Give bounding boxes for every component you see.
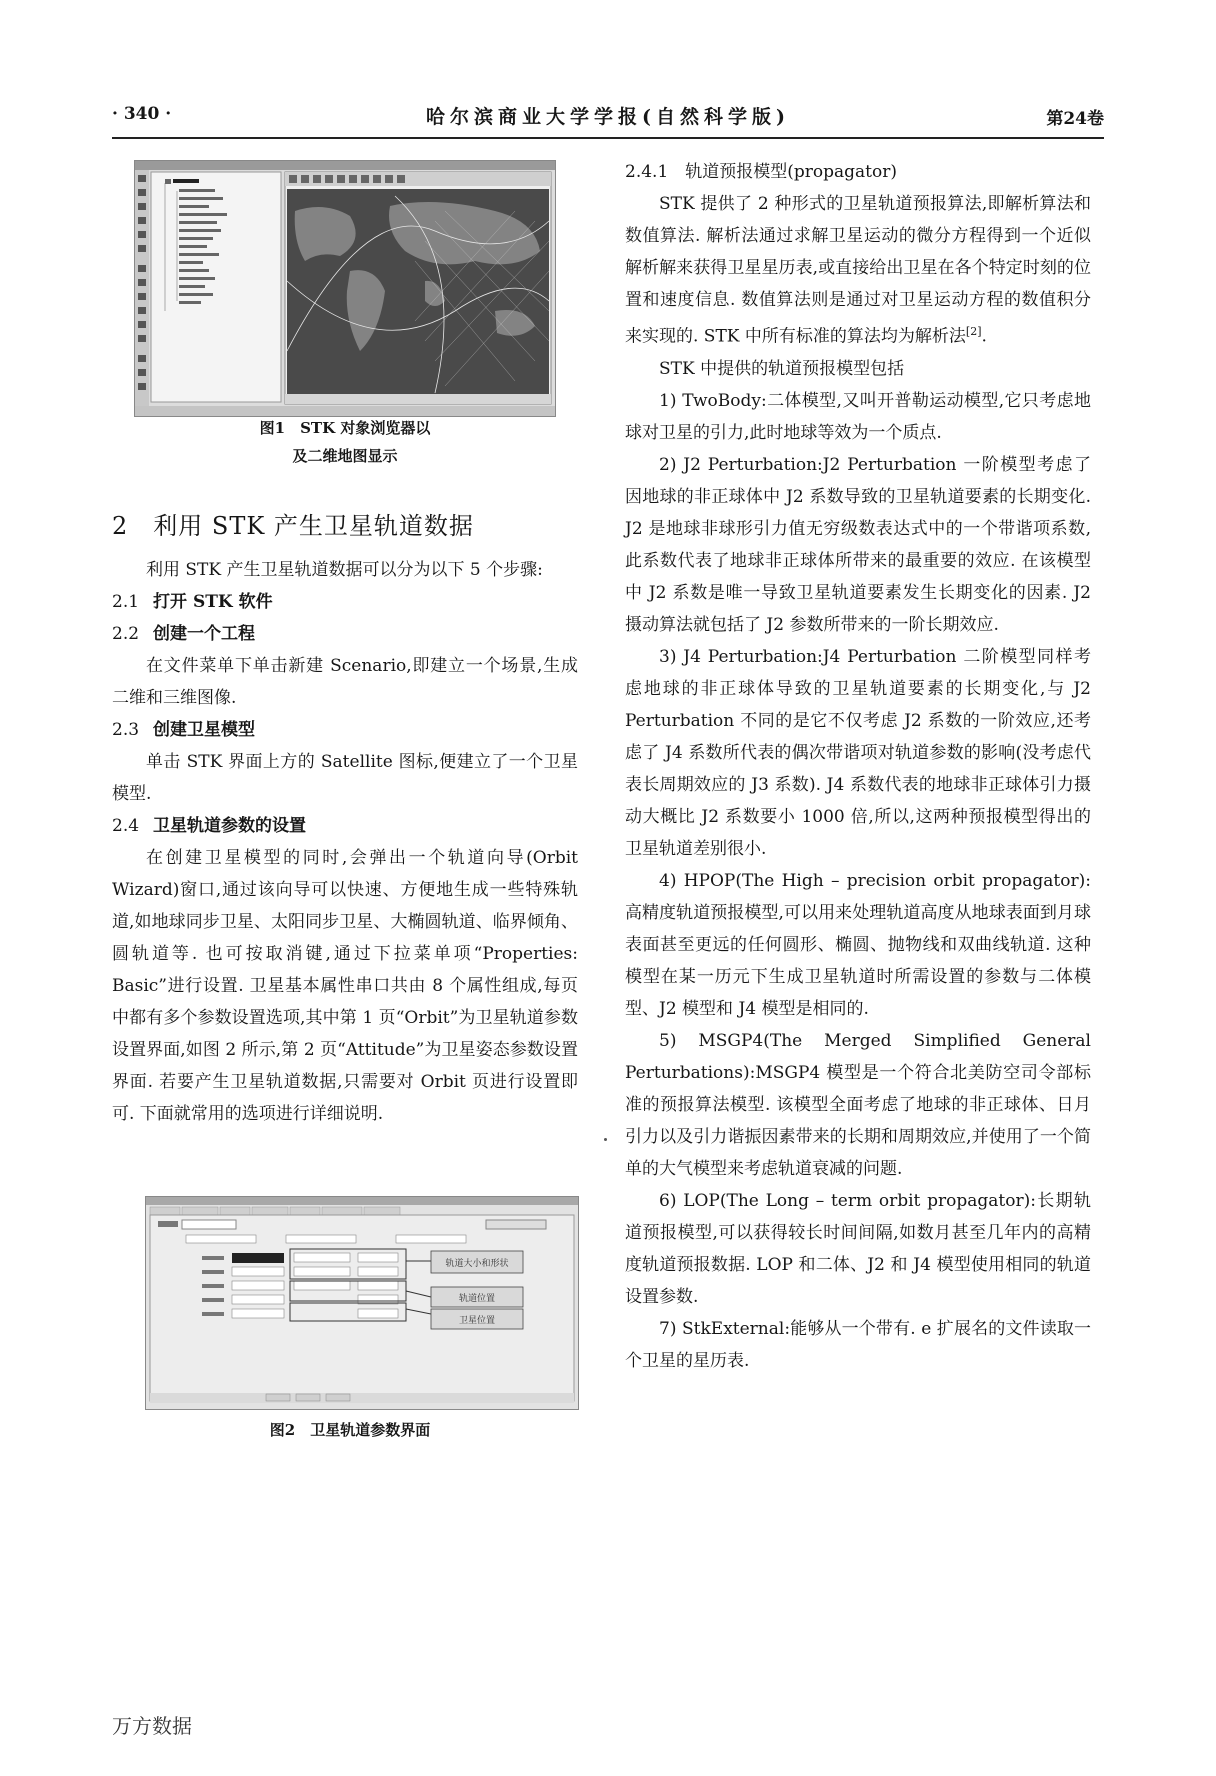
subsection-2-1: [112, 586, 578, 618]
figure-2-image: [145, 1196, 579, 1410]
callout-orbit-position: 轨道位置: [458, 1294, 496, 1304]
propagator-item-6: 6) LOP(The Long – term orbit propagator):长期轨道预报模型,可以获得较长时间间隔,如数月甚至几年内的高精度轨道预报数据. LOP 和二体、J2 和 J4 模型使用相同的轨道设置参数.: [625, 1190, 1091, 1307]
subsection-2-2-number: 2.2: [112, 624, 140, 644]
right-column: [625, 156, 1091, 1377]
callout-orbit-shape: 轨道大小和形状: [445, 1259, 509, 1269]
figure-1-caption: [200, 414, 490, 470]
figure-1-image: [134, 160, 556, 417]
header-rule: [112, 137, 1104, 139]
subsection-2-4: [112, 810, 578, 842]
subsection-2-4-1-paragraph-1: [625, 188, 1091, 353]
left-column: [112, 510, 578, 1130]
propagator-item-4: 4) HPOP(The High – precision orbit propagator):高精度轨道预报模型,可以用来处理轨道高度从地球表面到月球表面甚至更远的任何圆形、椭圆、抛物线和双曲线轨道. 这种模型在某一历元下生成卫星轨道时所需设置的参数与二体模型、J2 模型和 J4 模型是相同的.: [625, 870, 1091, 1019]
propagator-item-3: 3) J4 Perturbation:J4 Perturbation 二阶模型同样考虑地球的非正球体导致的卫星轨道要素的长期变化,与 J2 Perturbation 不同的是它不仅考虑 J2 系数的一阶效应,还考虑了 J4 系数所代表的偶次带谐项对轨道参数的影响(没考虑代表长周期效应的 J3 系数). J4 系数代表的地球非正球体引力摄动大概比 J2 系数要小 1000 倍,所以,这两种预报模型得出的卫星轨道差别很小.: [625, 646, 1091, 859]
volume-label: 第24卷: [1046, 109, 1104, 129]
propagator-item-7: 7) StkExternal:能够从一个带有. e 扩展名的文件读取一个卫星的星历表.: [625, 1318, 1091, 1371]
subsection-2-3-number: 2.3: [112, 720, 140, 740]
figure-1-caption-line1: 图1 STK 对象浏览器以: [259, 419, 431, 437]
subsection-2-1-title: 打开 STK 软件: [153, 592, 273, 612]
subsection-2-2: [112, 618, 578, 650]
subsection-2-4-text: 在创建卫星模型的同时,会弹出一个轨道向导(Orbit Wizard)窗口,通过该向导可以快速、方便地生成一些特殊轨道,如地球同步卫星、太阳同步卫星、大椭圆轨道、临界倾角、圆轨道等. 也可按取消键,通过下拉菜单项“Properties: Basic”进行设置. 卫星基本属性串口共由 8 个属性组成,每页中都有多个参数设置选项,其中第 1 页“Orbit”为卫星轨道参数设置界面,如图 2 所示,第 2 页“Attitude”为卫星姿态参数设置界面. 若要产生卫星轨道数据,只需要对 Orbit 页进行设置即可. 下面就常用的选项进行详细说明.: [112, 848, 578, 1124]
section-2-heading: 2 利用 STK 产生卫星轨道数据: [112, 512, 474, 540]
page-number: · 340 ·: [112, 104, 172, 124]
footer-watermark: 万方数据: [112, 1714, 192, 1738]
subsection-2-3: [112, 714, 578, 746]
figure-1-screenshot: [135, 161, 555, 416]
journal-title: 哈尔滨商业大学学报(自然科学版): [426, 106, 790, 128]
figure-2-caption: 图2 卫星轨道参数界面: [269, 1421, 431, 1439]
subsection-2-4-number: 2.4: [112, 816, 140, 836]
subsection-2-2-title: 创建一个工程: [153, 624, 256, 644]
subsection-2-2-text: 在文件菜单下单击新建 Scenario,即建立一个场景,生成二维和三维图像.: [112, 656, 578, 708]
subsection-2-4-1-heading: 2.4.1 轨道预报模型(propagator): [625, 162, 897, 182]
figure-2-screenshot: [146, 1197, 578, 1409]
section-2-intro: 利用 STK 产生卫星轨道数据可以分为以下 5 个步骤:: [146, 560, 543, 580]
subsection-2-4-title: 卫星轨道参数的设置: [153, 816, 307, 836]
subsection-2-1-number: 2.1: [112, 592, 140, 612]
propagator-item-2: 2) J2 Perturbation:J2 Perturbation 一阶模型考虑了因地球的非正球体中 J2 系数导致的卫星轨道要素的长期变化. J2 是地球非球形引力值无穷级数表达式中的一个带谐项系数,此系数代表了地球非正球体所带来的最重要的效应. 在该模型中 J2 系数是唯一导致卫星轨道要素发生长期变化的因素. J2 摄动算法就包括了 J2 参数所带来的一阶长期效应.: [625, 454, 1091, 635]
subsection-2-4-1-paragraph-2: STK 中提供的轨道预报模型包括: [659, 358, 905, 379]
margin-dot: [604, 1138, 607, 1141]
subsection-2-3-text: 单击 STK 界面上方的 Satellite 图标,便建立了一个卫星模型.: [112, 752, 578, 804]
propagator-item-5: 5) MSGP4(The Merged Simplified General Perturbations):MSGP4 模型是一个符合北美防空司令部标准的预报算法模型. 该模型全面考虑了地球的非正球体、日月引力以及引力谐振因素带来的长期和周期效应,并使用了一个简单的大气模型来考虑轨道衰减的问题.: [625, 1030, 1091, 1179]
paragraph-1-text: STK 提供了 2 种形式的卫星轨道预报算法,即解析算法和数值算法. 解析法通过求解卫星运动的微分方程得到一个近似解析解来获得卫星星历表,或直接给出卫星在各个特定时刻的位置和速度信息. 数值算法则是通过对卫星运动方程的数值积分来实现的. STK 中所有标准的算法均为解析法: [625, 194, 1091, 347]
paragraph-1-end: .: [981, 326, 987, 347]
figure-1-caption-line2: 及二维地图显示: [292, 447, 398, 465]
subsection-2-3-title: 创建卫星模型: [153, 720, 256, 740]
propagator-item-1: 1) TwoBody:二体模型,又叫开普勒运动模型,它只考虑地球对卫星的引力,此时地球等效为一个质点.: [625, 390, 1091, 443]
running-header: [112, 100, 1104, 136]
citation-ref-2: [2]: [965, 325, 982, 338]
callout-satellite-position: 卫星位置: [458, 1316, 496, 1326]
